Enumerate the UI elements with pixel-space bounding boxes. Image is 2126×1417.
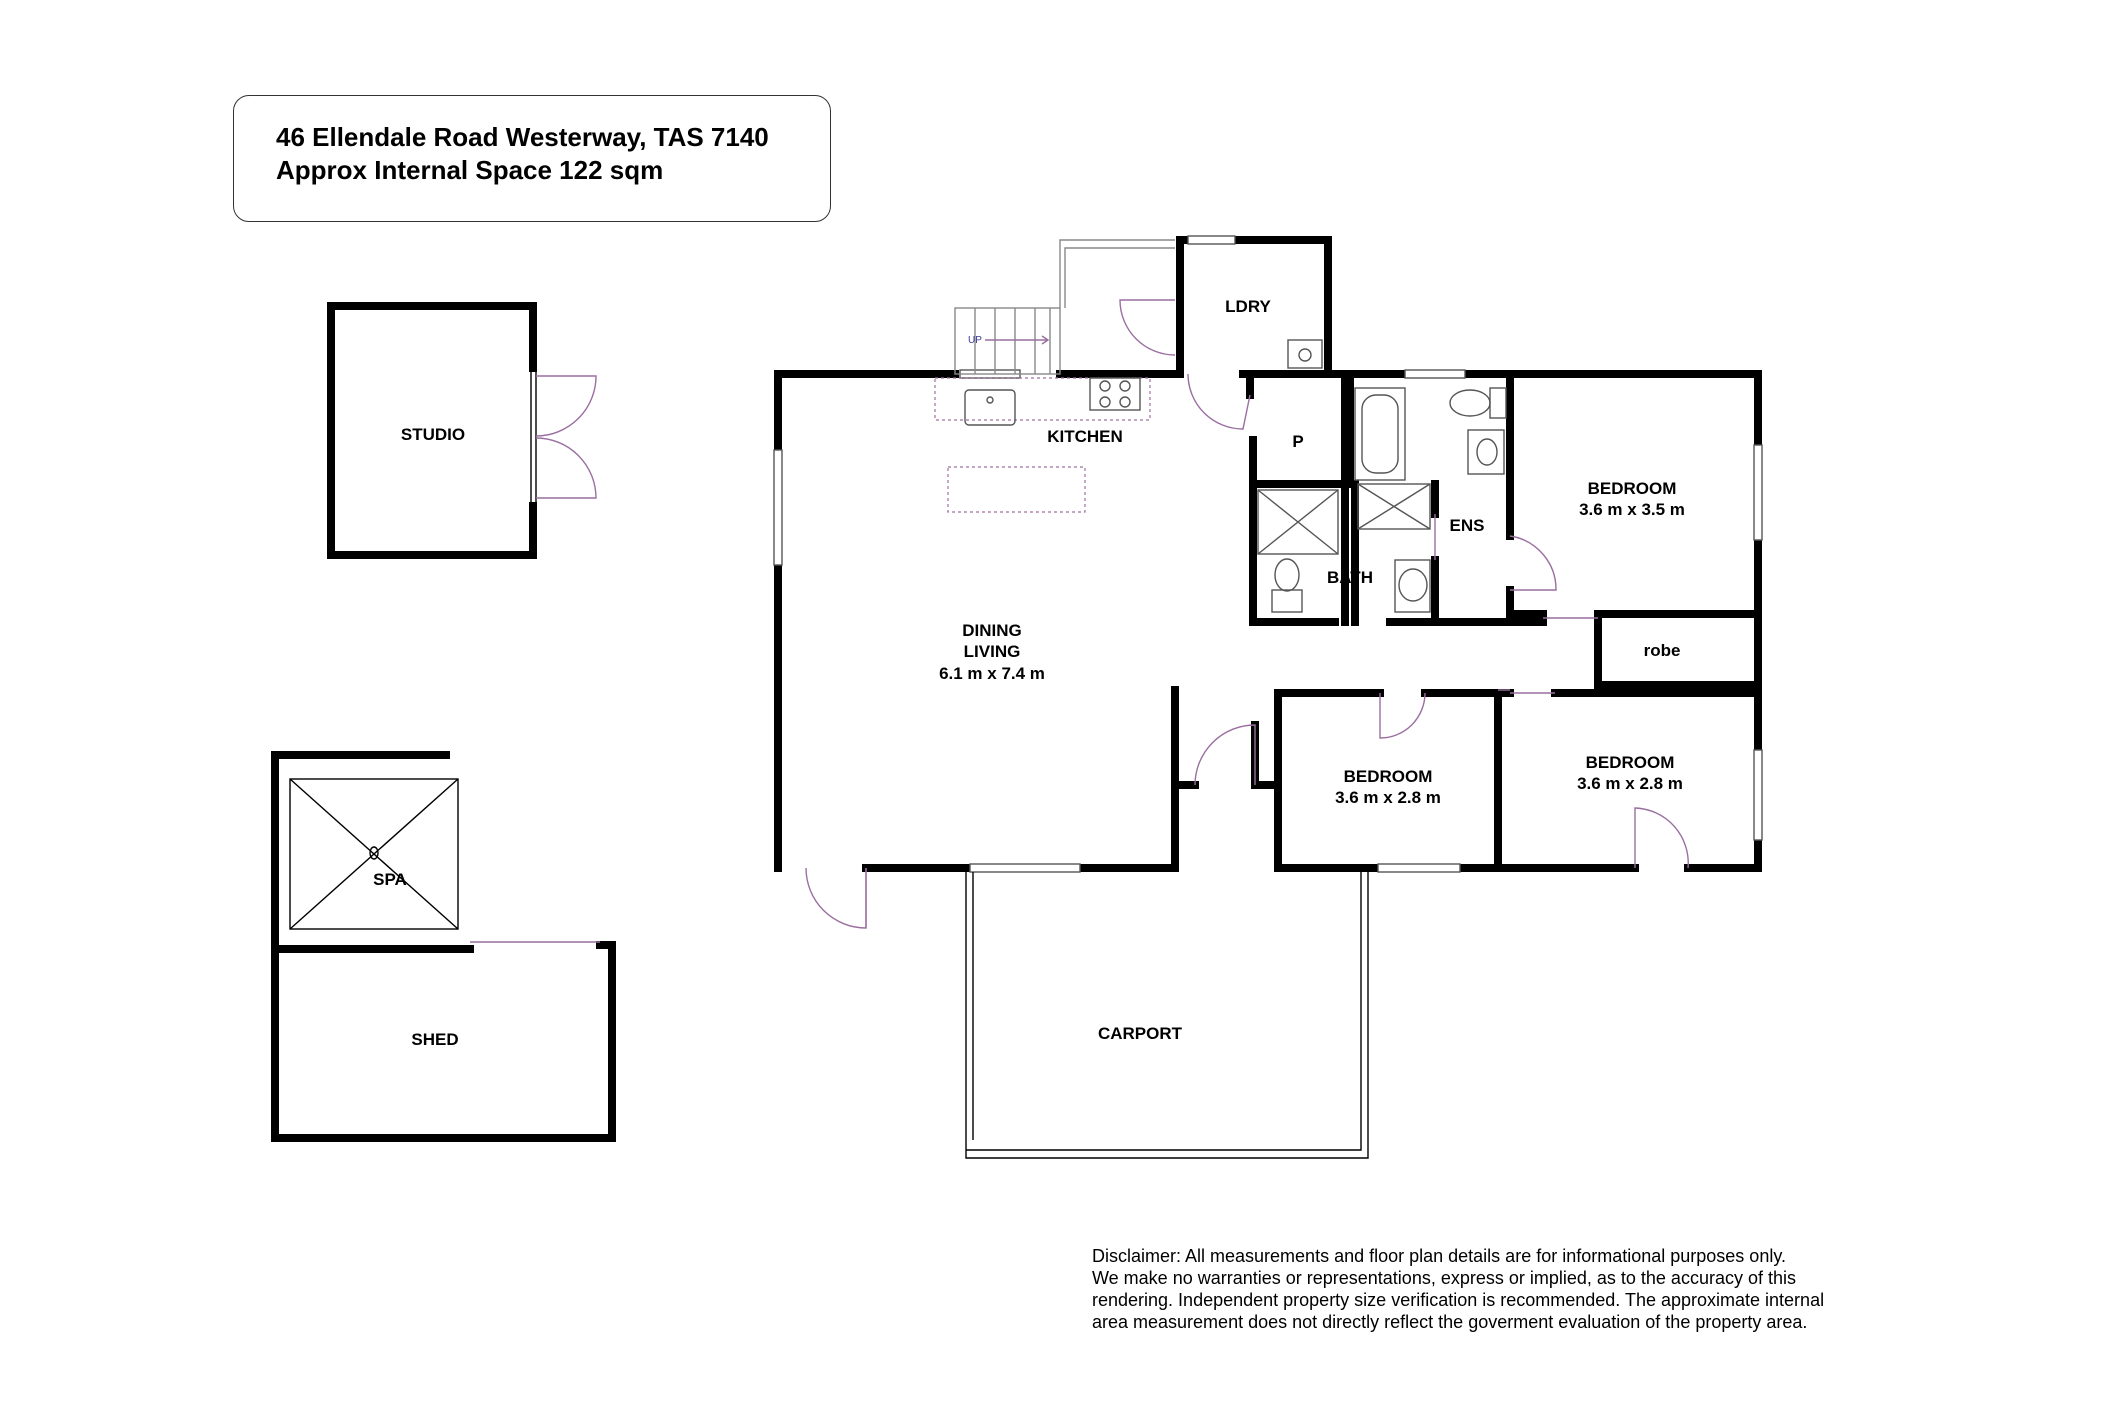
disclaimer-line: Disclaimer: All measurements and floor plan details are for informational purposes only. (1092, 1246, 1786, 1266)
shed (275, 940, 612, 1138)
dining-living-size: 6.1 m x 7.4 m (939, 664, 1045, 683)
shed-label: SHED (411, 1030, 459, 1049)
studio (331, 306, 596, 555)
ensuite-fixtures (1355, 388, 1506, 529)
internal-space-text: Approx Internal Space 122 sqm (276, 155, 664, 185)
disclaimer-line: rendering. Independent property size verification is recommended. The approximate internal (1092, 1290, 1825, 1310)
studio-label: STUDIO (400, 425, 466, 444)
entry-walls (1175, 690, 1278, 785)
carport-label: CARPORT (1097, 1024, 1183, 1043)
ensuite-label: ENS (1449, 516, 1485, 535)
spa-label: SPA (373, 870, 407, 889)
bedroom2-size: 3.6 m x 2.8 m (1335, 788, 1441, 807)
disclaimer-line: We make no warranties or representations, express or implied, as to the accuracy of this (1092, 1268, 1796, 1288)
laundry-fixture (1288, 340, 1322, 368)
bedroom1-size: 3.6 m x 3.5 m (1579, 500, 1685, 519)
disclaimer (1092, 1245, 1952, 1333)
pantry-label: P (1292, 432, 1304, 451)
bedroom3-size: 3.6 m x 2.8 m (1577, 774, 1683, 793)
stairs (955, 240, 1175, 374)
bath-label: BATH (1327, 568, 1373, 587)
disclaimer-line: area measurement does not directly reflect the goverment evaluation of the property area. (1092, 1312, 1808, 1332)
bedroom1-name: BEDROOM (1587, 479, 1677, 498)
bedroom2-name: BEDROOM (1343, 767, 1433, 786)
stairs-up-label: UP (968, 335, 982, 346)
address-text: 46 Ellendale Road Westerway, TAS 7140 (276, 122, 769, 152)
kitchen-label: KITCHEN (1047, 427, 1123, 446)
internal-walls (1250, 374, 1758, 685)
spa (275, 755, 458, 945)
dining-label: DINING (962, 621, 1022, 640)
bedroom3-name: BEDROOM (1585, 753, 1675, 772)
living-label: LIVING (963, 642, 1021, 661)
laundry-label: LDRY (1225, 297, 1271, 316)
robe-label: robe (1643, 641, 1681, 660)
carport (966, 872, 1368, 1158)
